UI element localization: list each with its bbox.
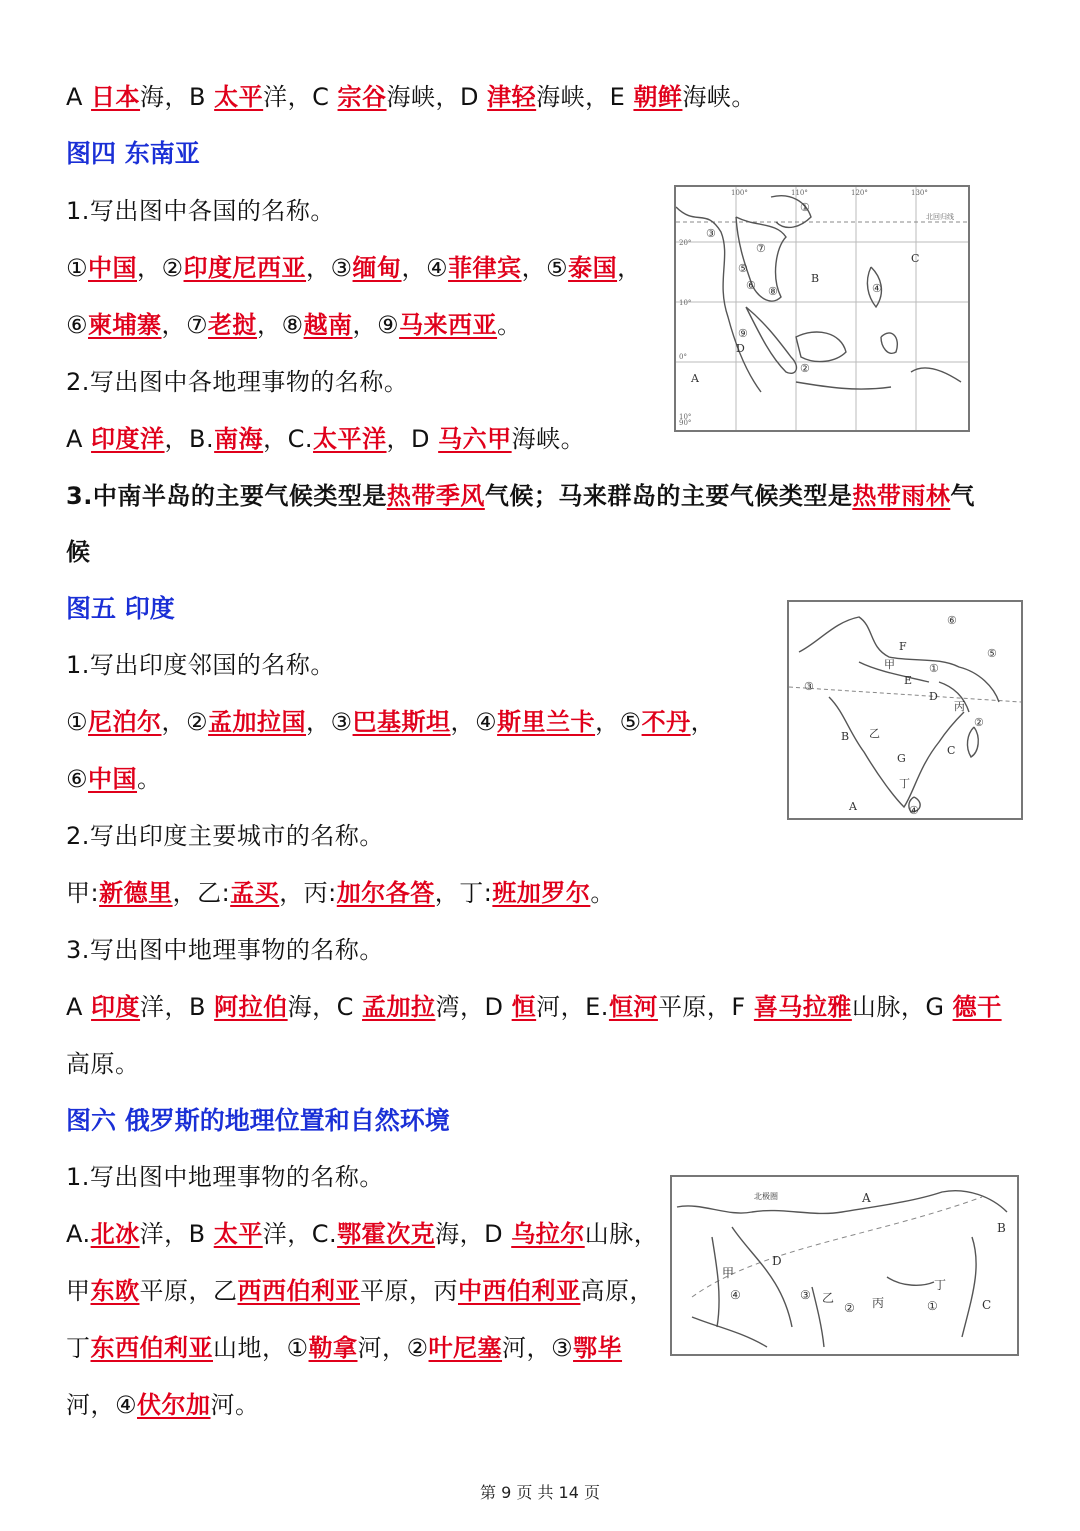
answer-text: 伏尔加	[137, 1391, 211, 1419]
answer-text: 勒拿	[308, 1334, 358, 1362]
prompt-text: 平原，F	[657, 993, 754, 1021]
russia-map-label-a: A	[862, 1191, 871, 1205]
sea-map-tick-10n: 10°	[679, 299, 692, 307]
sea-map-label-c: C	[911, 252, 920, 265]
answer-text: 恒	[511, 993, 537, 1021]
prompt-text: 气	[950, 482, 975, 510]
prompt-text: ，⑤	[521, 254, 569, 282]
answer-text: 鄂毕	[573, 1334, 623, 1362]
answer-text: 孟加拉	[362, 993, 436, 1021]
sea-map-label-7: ⑦	[756, 242, 766, 255]
prompt-text: 洋，C.	[262, 1220, 338, 1248]
prompt-text: 河。	[210, 1391, 260, 1419]
sea-map-label-4: ④	[872, 282, 882, 295]
sea-map-tick-110: 110°	[791, 189, 808, 197]
russia-map-label-b: B	[997, 1221, 1006, 1235]
answer-text: 东西伯利亚	[90, 1334, 213, 1362]
answer-text: 朝鲜	[633, 83, 683, 111]
answer-text: 南海	[214, 425, 264, 453]
prompt-text: ①	[66, 708, 89, 736]
answer-text: 新德里	[99, 879, 173, 907]
answer-text: 西西伯利亚	[237, 1277, 360, 1305]
india-map-label-6: ⑥	[947, 614, 957, 627]
answer-russia-row-4	[66, 1388, 260, 1422]
question-2-cities	[66, 819, 384, 853]
prompt-text: 山地，①	[213, 1334, 309, 1362]
sea-map-label-8: ⑧	[768, 285, 778, 298]
page-footer: 第 9 页 共 14 页	[480, 1483, 600, 1502]
india-map-label-5: ⑤	[987, 647, 997, 660]
question-3-india-features	[66, 933, 384, 967]
answer-text: 津轻	[487, 83, 537, 111]
prompt-text: 3.写出图中地理事物的名称。	[66, 936, 384, 964]
prompt-text: ，③	[306, 708, 353, 736]
answer-text: 不丹	[641, 708, 691, 736]
section-heading-russia: 图六 俄罗斯的地理位置和自然环境	[66, 1106, 450, 1135]
answer-countries-row-2	[66, 308, 522, 342]
answer-text: 印度尼西亚	[183, 254, 307, 282]
prompt-text: 海，D	[435, 1220, 512, 1248]
answer-countries-row-1	[66, 251, 642, 285]
prompt-text: ，⑧	[257, 311, 304, 339]
russia-map-label-d: D	[772, 1254, 782, 1268]
prompt-text: ，④	[401, 254, 449, 282]
sea-map-label-1: ①	[800, 201, 810, 214]
answer-text: 菲律宾	[448, 254, 522, 282]
prompt-text: A	[66, 425, 92, 453]
india-map-label-jia: 甲	[884, 658, 895, 671]
answer-text: 马来西亚	[399, 311, 498, 339]
prompt-text: 候	[66, 538, 91, 566]
india-map-label-4: ④	[909, 804, 919, 817]
answer-cities	[66, 876, 615, 910]
sea-map-tick-90: 90°	[679, 419, 692, 427]
sea-map-tick-130: 130°	[911, 189, 928, 197]
prompt-text: ①	[66, 254, 89, 282]
russia-map-label-jia: 甲	[722, 1266, 735, 1280]
india-map-label-d: D	[929, 690, 938, 703]
prompt-text: ，③	[306, 254, 353, 282]
sea-map-label-a: A	[691, 372, 699, 385]
question-3-climate-cont	[66, 535, 91, 569]
question-3-climate	[66, 479, 975, 513]
sea-map-tick-10s: 10°	[679, 413, 692, 421]
russia-map-label-yi: 乙	[822, 1291, 835, 1305]
answer-india-features	[66, 990, 1002, 1024]
prompt-text: 高原，	[580, 1277, 654, 1305]
sea-map-label-d: D	[736, 342, 745, 355]
sea-map-tropic-label: 北回归线	[926, 213, 954, 221]
southeast-asia-map	[674, 185, 970, 432]
prompt-text: 洋，C	[263, 83, 338, 111]
sea-map-label-6: ⑥	[746, 279, 756, 292]
answer-text: 班加罗尔	[492, 879, 591, 907]
prompt-text: A	[66, 83, 92, 111]
prompt-text: 洋，B	[139, 1220, 214, 1248]
answer-text: 热带雨林	[852, 482, 951, 510]
prompt-text: 。	[137, 765, 162, 793]
india-map-label-bing: 丙	[954, 700, 965, 713]
india-map-label-f: F	[899, 640, 907, 653]
sea-map-label-5: ⑤	[738, 262, 748, 275]
india-map-label-a: A	[849, 800, 857, 813]
answer-text: 北冰	[90, 1220, 140, 1248]
prompt-text: A.	[66, 1220, 91, 1248]
india-map	[787, 600, 1023, 820]
prompt-text: ，②	[137, 254, 184, 282]
prompt-text: ，②	[161, 708, 209, 736]
prompt-text: ，⑤	[595, 708, 642, 736]
prompt-text: 海峡。	[511, 425, 586, 453]
sea-map-tick-20: 20°	[679, 239, 692, 247]
india-map-label-b: B	[841, 730, 850, 743]
india-map-label-ding: 丁	[899, 777, 910, 790]
sea-map-label-9: ⑨	[738, 327, 748, 340]
prompt-text: 2.写出印度主要城市的名称。	[66, 822, 384, 850]
prompt-text: 平原，乙	[139, 1277, 238, 1305]
prompt-text: ，乙:	[172, 879, 231, 907]
prompt-text: 海峡。	[682, 83, 756, 111]
answer-neighbors-row-2	[66, 762, 162, 796]
section-heading-southeast-asia: 图四 东南亚	[66, 139, 200, 168]
india-map-label-yi: 乙	[869, 727, 880, 740]
section-heading-india: 图五 印度	[66, 594, 175, 623]
sea-map-label-3: ③	[706, 227, 716, 240]
answer-text: 东欧	[90, 1277, 140, 1305]
prompt-text: ，B.	[164, 425, 215, 453]
question-1-neighbors	[66, 648, 335, 682]
prompt-text: 平原，丙	[360, 1277, 458, 1305]
prompt-text: ，C.	[263, 425, 314, 453]
sea-map-tick-0: 0°	[679, 353, 687, 361]
question-2-features	[66, 365, 408, 399]
answer-neighbors-row-1	[66, 705, 715, 739]
answer-india-features-cont	[66, 1047, 140, 1081]
answer-text: 中国	[88, 765, 138, 793]
prompt-text: ，丁:	[434, 879, 493, 907]
answer-text: 加尔各答	[336, 879, 435, 907]
answer-text: 喜马拉雅	[753, 993, 852, 1021]
russia-map-label-ding: 丁	[934, 1278, 947, 1292]
russia-map	[670, 1175, 1019, 1356]
answer-text: 泰国	[568, 254, 618, 282]
india-map-label-1: ①	[929, 662, 939, 675]
prompt-text: 气候；马来群岛的主要气候类型是	[484, 482, 853, 510]
prompt-text: 洋，B	[140, 993, 215, 1021]
answer-text: 叶尼塞	[428, 1334, 503, 1362]
prompt-text: 甲	[66, 1277, 91, 1305]
russia-map-label-4: ④	[730, 1288, 741, 1302]
answer-features	[66, 422, 585, 456]
answer-text: 柬埔寨	[88, 311, 162, 339]
prompt-text: 1.写出图中地理事物的名称。	[66, 1163, 384, 1191]
india-map-label-3: ③	[804, 680, 814, 693]
russia-map-label-c: C	[982, 1298, 992, 1312]
prompt-text: 海峡，D	[386, 83, 488, 111]
answer-text: 中西伯利亚	[458, 1277, 581, 1305]
prompt-text: 3.中南半岛的主要气候类型是	[66, 482, 387, 510]
answer-text: 孟买	[230, 879, 280, 907]
answer-text: 恒河	[608, 993, 658, 1021]
prompt-text: 高原。	[66, 1050, 140, 1078]
prompt-text: 河，②	[357, 1334, 429, 1362]
answer-text: 斯里兰卡	[497, 708, 596, 736]
prompt-text: ，	[617, 254, 642, 282]
prompt-text: 湾，D	[435, 993, 512, 1021]
answer-text: 太平	[214, 83, 264, 111]
answer-russia-row-3	[66, 1331, 622, 1365]
prompt-text: ，丙:	[279, 879, 337, 907]
line-japan-seas	[66, 80, 756, 114]
prompt-text: ⑥	[66, 311, 89, 339]
sea-map-label-2: ②	[800, 362, 810, 375]
prompt-text: 河，E.	[536, 993, 609, 1021]
prompt-text: ，④	[450, 708, 498, 736]
india-map-label-e: E	[904, 674, 913, 687]
prompt-text: 甲:	[66, 879, 100, 907]
prompt-text: 山脉，	[584, 1220, 659, 1248]
prompt-text: 2.写出图中各地理事物的名称。	[66, 368, 409, 396]
sea-map-tick-100: 100°	[731, 189, 748, 197]
prompt-text: 海峡，E	[536, 83, 634, 111]
answer-text: 热带季风	[386, 482, 485, 510]
russia-map-label-3: ③	[800, 1288, 811, 1302]
answer-text: 缅甸	[352, 254, 402, 282]
answer-russia-row-1	[66, 1217, 658, 1251]
answer-text: 印度	[91, 993, 141, 1021]
prompt-text: 河，④	[66, 1391, 138, 1419]
prompt-text: 海，B	[140, 83, 215, 111]
answer-text: 马六甲	[438, 425, 512, 453]
russia-map-arctic-circle-label: 北极圈	[754, 1192, 778, 1201]
prompt-text: ⑥	[66, 765, 89, 793]
answer-text: 日本	[91, 83, 141, 111]
prompt-text: 丁	[66, 1334, 91, 1362]
prompt-text: ，D	[386, 425, 439, 453]
prompt-text: 山脉，G	[851, 993, 953, 1021]
prompt-text: A	[66, 993, 92, 1021]
answer-text: 老挝	[208, 311, 258, 339]
india-map-label-c: C	[947, 744, 956, 757]
answer-text: 印度洋	[91, 425, 165, 453]
india-map-label-g: G	[897, 752, 906, 765]
prompt-text: 。	[590, 879, 615, 907]
india-map-label-2: ②	[974, 716, 984, 729]
answer-text: 太平洋	[313, 425, 387, 453]
answer-text: 孟加拉国	[208, 708, 307, 736]
answer-text: 尼泊尔	[88, 708, 162, 736]
prompt-text: 河，③	[502, 1334, 574, 1362]
russia-map-label-2: ②	[844, 1301, 855, 1315]
sea-map-label-b: B	[811, 272, 820, 285]
sea-map-tick-120: 120°	[851, 189, 868, 197]
answer-text: 乌拉尔	[511, 1220, 585, 1248]
answer-text: 宗谷	[337, 83, 387, 111]
question-1-countries	[66, 194, 335, 228]
answer-text: 巴基斯坦	[352, 708, 451, 736]
prompt-text: 。	[497, 311, 522, 339]
russia-map-label-1: ①	[927, 1299, 938, 1313]
answer-text: 越南	[303, 311, 353, 339]
answer-text: 中国	[88, 254, 138, 282]
prompt-text: ，⑨	[352, 311, 400, 339]
answer-russia-row-2	[66, 1274, 654, 1308]
prompt-text: ，	[690, 708, 716, 736]
india-map-drawing	[789, 602, 1021, 818]
question-1-russia-features	[66, 1160, 384, 1194]
southeast-asia-map-drawing	[676, 187, 968, 430]
prompt-text: ，⑦	[161, 311, 209, 339]
prompt-text: 1.写出图中各国的名称。	[66, 197, 335, 225]
prompt-text: 1.写出印度邻国的名称。	[66, 651, 335, 679]
russia-map-drawing	[672, 1177, 1017, 1354]
russia-map-label-bing: 丙	[872, 1296, 885, 1310]
answer-text: 阿拉伯	[214, 993, 288, 1021]
answer-text: 太平	[213, 1220, 263, 1248]
prompt-text: 海，C	[287, 993, 363, 1021]
answer-text: 鄂霍次克	[337, 1220, 436, 1248]
answer-text: 德干	[952, 993, 1002, 1021]
